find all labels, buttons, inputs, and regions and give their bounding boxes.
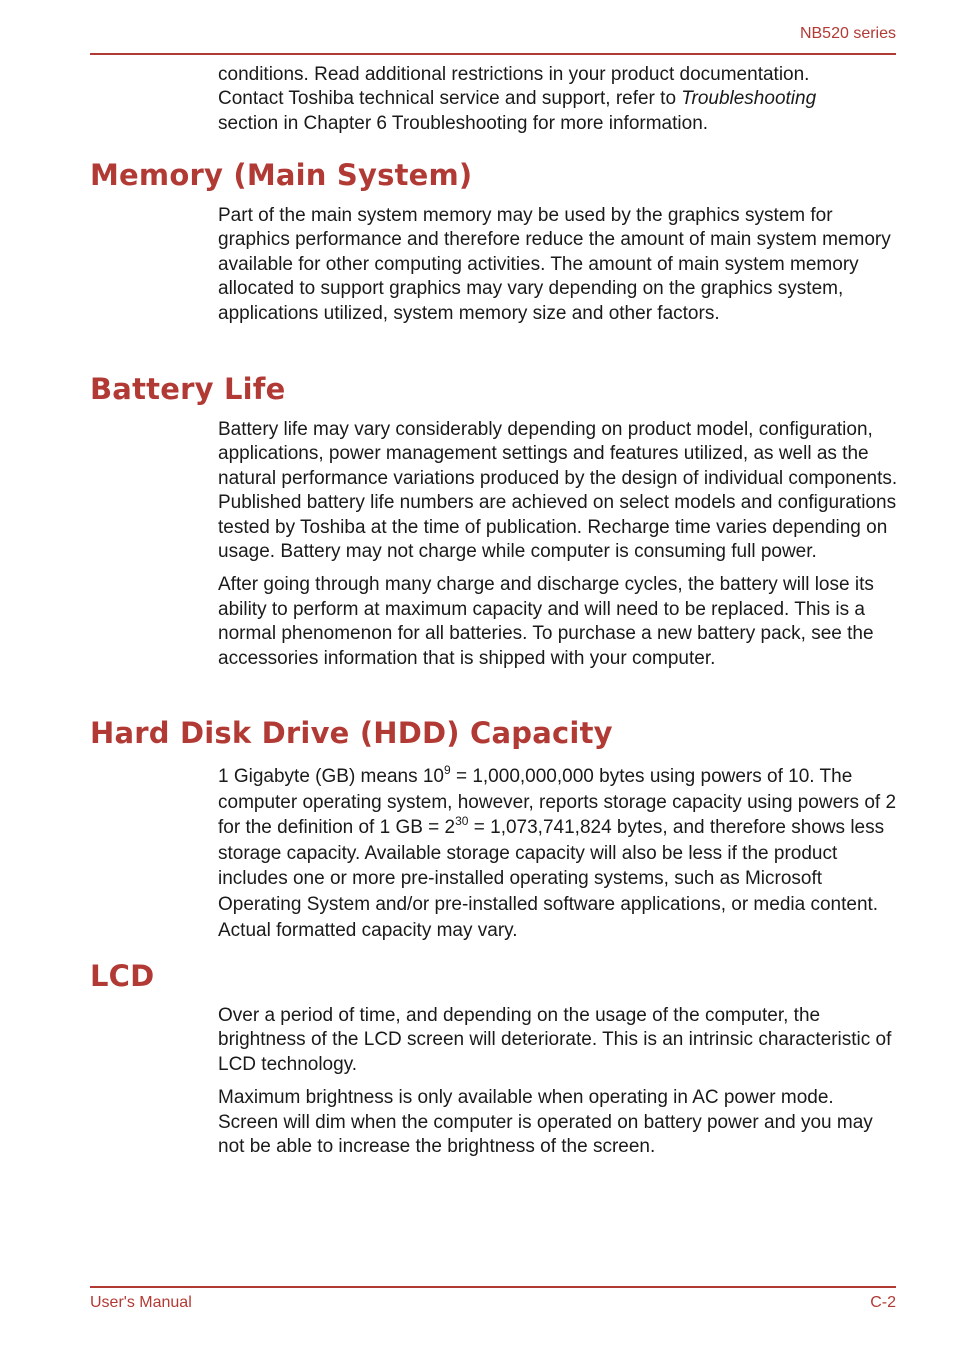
battery-paragraph-2: After going through many charge and discharge cycles, the battery will lose its ability to perform at maximum capacity and will need to be replaced. This is a normal phenomenon for all batteries. To purchase a new battery pack, see the accessories information that is shipped with your computer. [218, 574, 874, 669]
section-hdd-capacity [218, 764, 898, 943]
intro-line-3: section in Chapter 6 Troubleshooting for more information. [218, 112, 709, 134]
footer-rule [90, 1286, 896, 1288]
header-rule [90, 53, 896, 55]
troubleshooting-reference: Troubleshooting [681, 88, 817, 110]
section-memory [218, 204, 898, 326]
intro-line-2-text: Contact Toshiba technical service and support, refer to [218, 88, 682, 110]
heading-hdd-capacity: Hard Disk Drive (HDD) Capacity [90, 716, 613, 750]
heading-lcd: LCD [90, 959, 155, 993]
intro-line-2 [218, 87, 898, 111]
intro-line-1: conditions. Read additional restrictions in your product documentation. [218, 64, 810, 85]
battery-paragraph-1: Battery life may vary considerably depending on product model, configuration, applications, power management settings and features utilized, as well as the natural performance variations produced by the design of individual components. Published battery life numbers are achieved on select models and configurations tested by Toshiba at the time of publication. Recharge time varies depending on usage. Battery may not charge while computer is consuming full power. [218, 419, 898, 563]
lcd-paragraph-1: Over a period of time, and depending on the usage of the computer, the brightness of the LCD screen will deteriorate. This is an intrinsic characteristic of LCD technology. [218, 1005, 892, 1075]
heading-memory: Memory (Main System) [90, 158, 473, 192]
heading-battery-life: Battery Life [90, 372, 286, 406]
section-battery-life [218, 418, 898, 671]
intro-paragraph [218, 63, 898, 136]
hdd-text-1: 1 Gigabyte (GB) means 10 [218, 766, 444, 787]
hdd-exponent-9: 9 [444, 763, 451, 777]
footer-manual-title: User's Manual [90, 1294, 192, 1311]
hdd-text-3: = 1,073,741,824 bytes, and therefore shows less storage capacity. Available storage capacity will also be less if the product includes one or more pre-installed operating systems, such as Microsoft Operating System and/or pre-installed software applications, or media content. Actual formatted capacity may vary. [218, 817, 885, 941]
hdd-paragraph [218, 764, 898, 943]
section-lcd [218, 1004, 898, 1159]
page-number: C-2 [870, 1294, 896, 1311]
running-header: NB520 series [799, 25, 896, 42]
hdd-exponent-30: 30 [455, 814, 469, 829]
hdd-text-2: = 1,000,000,000 bytes using powers of 10. The computer operating system, however, reports storage capacity using powers of 2 for the definition of 1 GB = 2 [218, 766, 897, 839]
lcd-paragraph-2: Maximum brightness is only available when operating in AC power mode. Screen will dim when the computer is operated on battery power and you may not be able to increase the brightness of the screen. [218, 1087, 873, 1158]
memory-paragraph: Part of the main system memory may be used by the graphics system for graphics performance and therefore reduce the amount of main system memory available for other computing activities. The amount of main system memory allocated to support graphics may vary depending on the graphics system, applications utilized, system memory size and other factors. [218, 205, 891, 324]
